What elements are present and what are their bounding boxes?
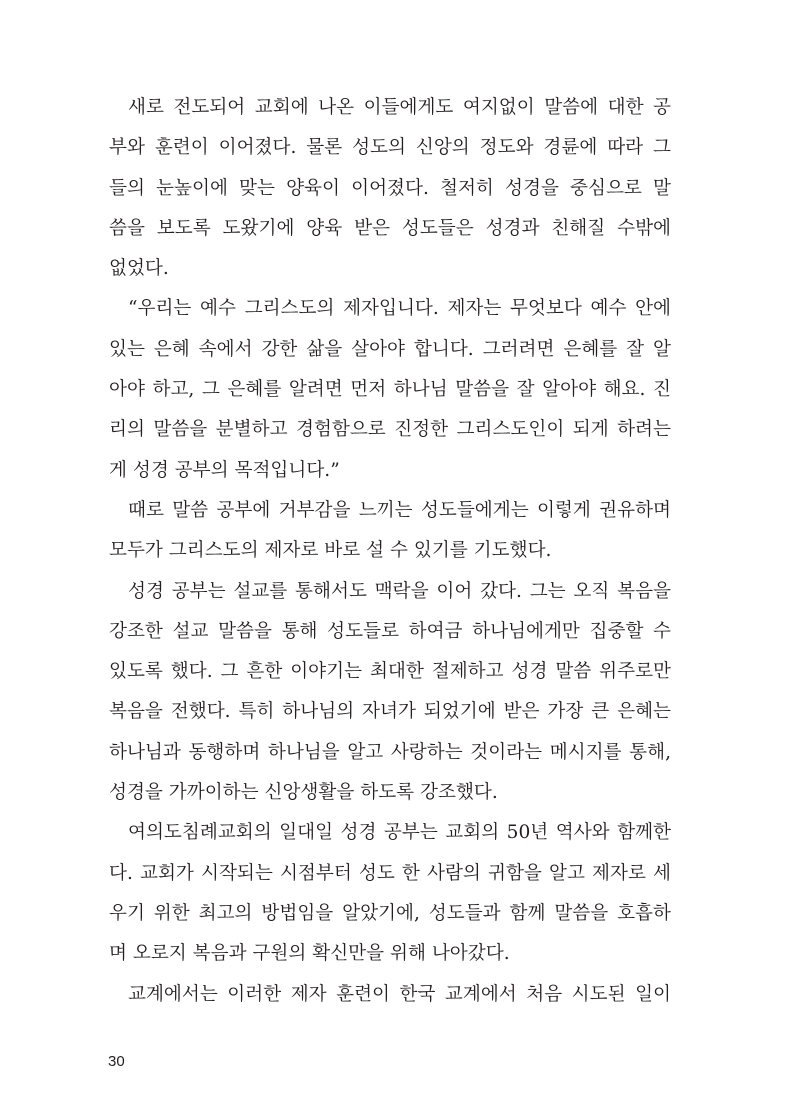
paragraph-line: 여의도침례교회의 일대일 성경 공부는 교회의 50년 역사와 함께한 <box>128 822 671 844</box>
paragraph-line: 씀을 보도록 도왔기에 양육 받은 성도들은 성경과 친해질 수밖에 <box>109 217 671 239</box>
body-text <box>109 88 671 1015</box>
paragraph-line: 때로 말씀 공부에 거부감을 느끼는 성도들에게는 이렇게 권유하며 <box>128 499 671 521</box>
paragraph-line: 교계에서는 이러한 제자 훈련이 한국 교계에서 처음 시도된 일이 <box>128 983 671 1005</box>
paragraph-line: 다. 교회가 시작되는 시점부터 성도 한 사람의 귀함을 알고 제자로 세 <box>109 862 671 884</box>
paragraph-line: 하나님과 동행하며 하나님을 알고 사랑하는 것이라는 메시지를 통해, <box>109 741 671 763</box>
paragraph-line: 부와 훈련이 이어졌다. 물론 성도의 신앙의 정도와 경륜에 따라 그 <box>109 137 671 159</box>
paragraph-line: 없었다. <box>109 258 169 280</box>
quote-line: 게 성경 공부의 목적입니다.” <box>109 459 340 481</box>
quote-line: 리의 말씀을 분별하고 경험함으로 진정한 그리스도인이 되게 하려는 <box>109 419 671 441</box>
paragraph-line: 새로 전도되어 교회에 나온 이들에게도 여지없이 말씀에 대한 공 <box>128 97 671 118</box>
paragraph-line: 복음을 전했다. 특히 하나님의 자녀가 되었기에 받은 가장 큰 은혜는 <box>109 701 671 723</box>
paragraph-line: 들의 눈높이에 맞는 양육이 이어졌다. 철저히 성경을 중심으로 말 <box>109 177 671 199</box>
quote-line: “우리는 예수 그리스도의 제자입니다. 제자는 무엇보다 예수 안에 <box>128 298 671 320</box>
quote-line: 있는 은혜 속에서 강한 삶을 살아야 합니다. 그러려면 은혜를 잘 알 <box>109 338 671 360</box>
quote-line: 아야 하고, 그 은혜를 알려면 먼저 하나님 말씀을 잘 알아야 해요. 진 <box>109 379 671 401</box>
paragraph-line: 우기 위한 최고의 방법임을 알았기에, 성도들과 함께 말씀을 호흡하 <box>109 902 671 924</box>
page-number: 30 <box>108 1053 125 1070</box>
paragraph-line: 있도록 했다. 그 흔한 이야기는 최대한 절제하고 성경 말씀 위주로만 <box>109 661 671 683</box>
paragraph-line: 모두가 그리스도의 제자로 바로 설 수 있기를 기도했다. <box>109 540 552 562</box>
paragraph-line: 성경을 가까이하는 신앙생활을 하도록 강조했다. <box>109 782 498 804</box>
paragraph-line: 며 오로지 복음과 구원의 확신만을 위해 나아갔다. <box>109 943 510 965</box>
paragraph-line: 강조한 설교 말씀을 통해 성도들로 하여금 하나님에게만 집중할 수 <box>109 620 671 642</box>
paragraph-line: 성경 공부는 설교를 통해서도 맥락을 이어 갔다. 그는 오직 복음을 <box>128 580 671 602</box>
